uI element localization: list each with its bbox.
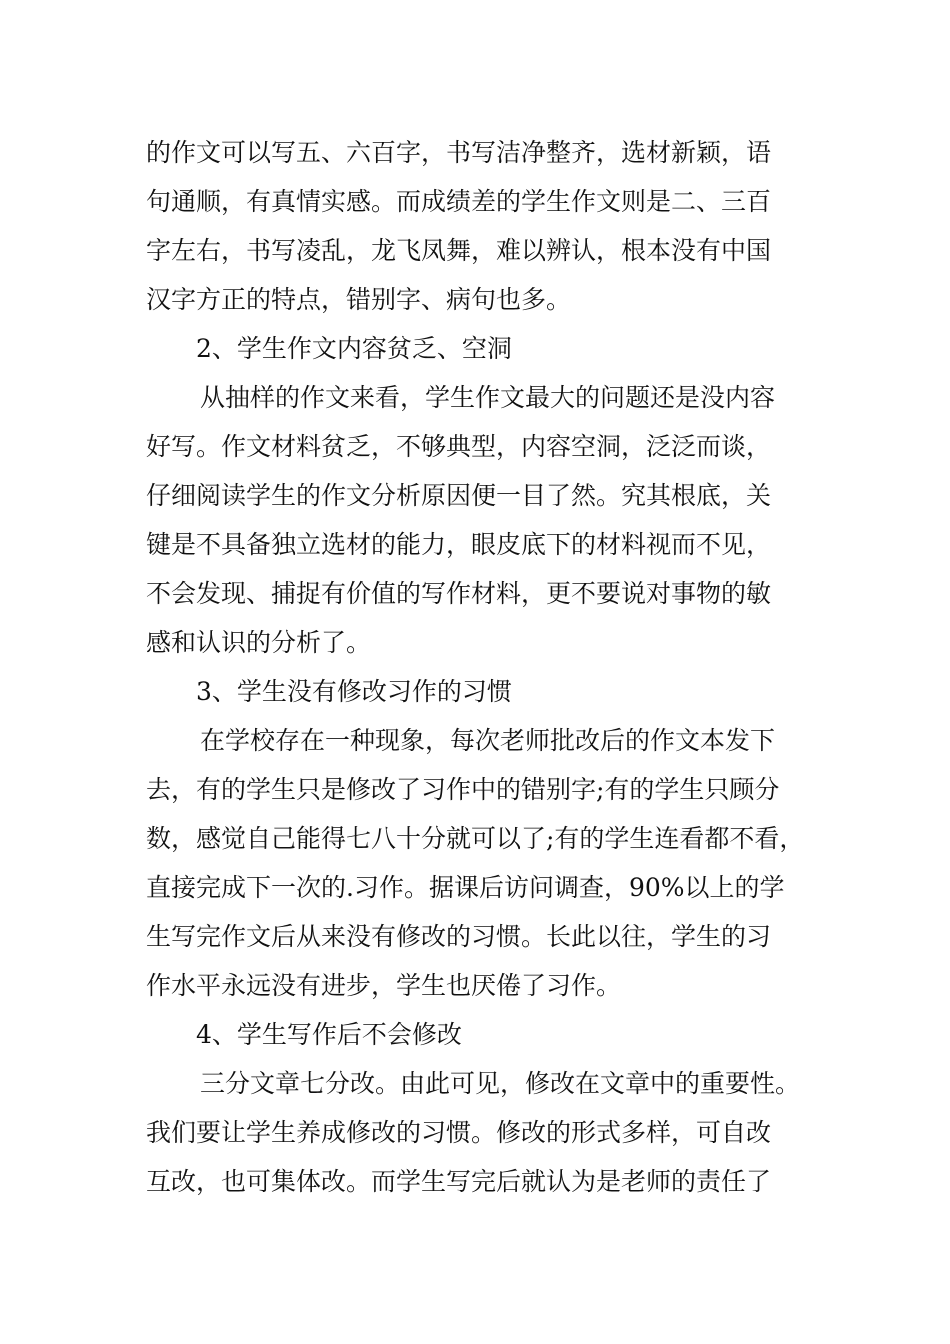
text-line: 直接完成下一次的.习作。据课后访问调查，90%以上的学 [146, 873, 785, 902]
section-heading-2: 2、学生作文内容贫乏、空洞 [196, 334, 512, 363]
text-line: 互改，也可集体改。而学生写完后就认为是老师的责任了 [146, 1167, 772, 1196]
text-line: 作水平永远没有进步，学生也厌倦了习作。 [146, 971, 622, 1000]
text-line: 字左右，书写凌乱，龙飞凤舞，难以辨认，根本没有中国 [146, 236, 772, 265]
text-line: 键是不具备独立选材的能力，眼皮底下的材料视而不见， [146, 530, 772, 559]
text-line: 汉字方正的特点，错别字、病句也多。 [146, 285, 572, 314]
text-line: 感和认识的分析了。 [146, 628, 372, 657]
text-line: 去，有的学生只是修改了习作中的错别字;有的学生只顾分 [146, 775, 780, 804]
text-line: 数，感觉自己能得七八十分就可以了;有的学生连看都不看， [146, 824, 805, 853]
section-heading-4: 4、学生写作后不会修改 [196, 1020, 462, 1049]
text-line: 好写。作文材料贫乏，不够典型，内容空洞，泛泛而谈， [146, 432, 772, 461]
text-line: 仔细阅读学生的作文分析原因便一目了然。究其根底，关 [146, 481, 772, 510]
paragraph-start: 三分文章七分改。由此可见，修改在文章中的重要性。 [200, 1069, 801, 1098]
document-body [146, 128, 826, 1206]
text-line: 的作文可以写五、六百字，书写洁净整齐，选材新颖，语 [146, 138, 772, 167]
section-heading-3: 3、学生没有修改习作的习惯 [196, 677, 512, 706]
text-line: 生写完作文后从来没有修改的习惯。长此以往，学生的习 [146, 922, 772, 951]
text-line: 我们要让学生养成修改的习惯。修改的形式多样，可自改 [146, 1118, 772, 1147]
text-line: 句通顺，有真情实感。而成绩差的学生作文则是二、三百 [146, 187, 772, 216]
paragraph-start: 在学校存在一种现象，每次老师批改后的作文本发下 [200, 726, 776, 755]
text-line: 不会发现、捕捉有价值的写作材料，更不要说对事物的敏 [146, 579, 772, 608]
paragraph-start: 从抽样的作文来看，学生作文最大的问题还是没内容 [200, 383, 776, 412]
